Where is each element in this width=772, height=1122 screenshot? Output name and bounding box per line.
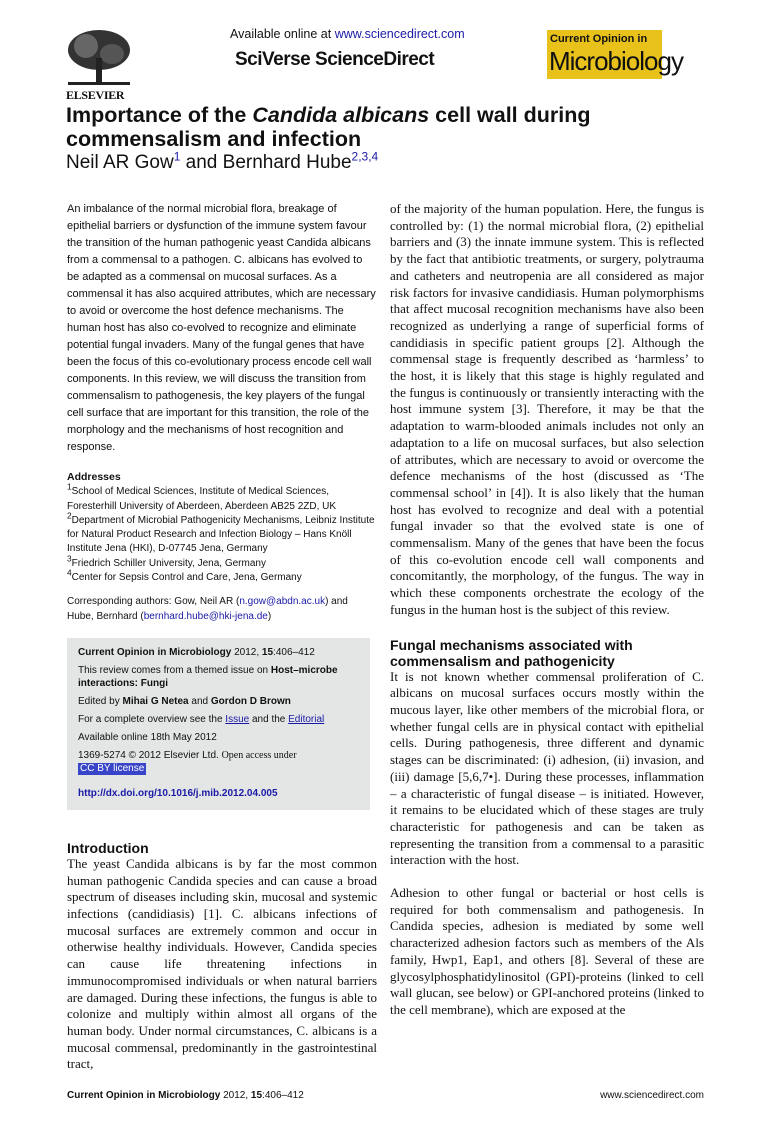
author-name: Neil AR Gow (66, 152, 174, 173)
footer-year: 2012, (220, 1090, 251, 1102)
address-text: Department of Microbial Pathogenicity Mechanisms, Leibniz Institute for Natural Product Research and Infection Biology – Hans Knöll Institute Jena (HKI), D-07745 Jena, Germany (67, 514, 375, 555)
address-text: Center for Sepsis Control and Care, Jena, Germany (71, 572, 302, 584)
journal-badge-line1: Current Opinion in (550, 33, 648, 45)
editorial-link[interactable]: Editorial (288, 713, 325, 725)
themed-issue (78, 664, 360, 690)
author-name: Bernhard Hube (222, 152, 352, 173)
address-text: School of Medical Sciences, Institute of Medical Sciences, Foresterhill University of Aberdeen, Aberdeen AB25 2ZD, UK (67, 486, 337, 512)
authors (66, 151, 706, 175)
footer-journal: Current Opinion in Microbiology (67, 1090, 221, 1102)
publisher-name: ELSEVIER (66, 88, 125, 102)
author-and: and (180, 152, 223, 173)
introduction-text: The yeast Candida albicans is by far the most common human pathogenic Candida species and can cause a broad spectrum of diseases including skin, mucosal and systemic infections (candidiasis) [1]. C. albicans infections of mucosal surfaces are extremely common and occur in otherwise healthy individuals. However, Candida species can cause life threatening infections in immunocompromised individuals or when natural barriers are damaged. During these infections, the fungus is able to colonize and multiply within almost all organs of the human body. Under normal circumstances, C. albicans is a mucosal commensal, predominantly in the gastrointestinal tract, (67, 855, 377, 1072)
open-access-label: Open access under (221, 749, 297, 761)
title-italic: Candida albicans (252, 103, 430, 127)
section-heading-fungal-mechanisms: Fungal mechanisms associated with commensalism and pathogenicity (390, 636, 633, 669)
available-date: Available online 18th May 2012 (78, 731, 217, 743)
address-item (67, 553, 377, 571)
available-label: Available online at (230, 27, 335, 41)
editor-name: Mihai G Netea (122, 695, 189, 707)
sciencedirect-link[interactable]: www.sciencedirect.com (334, 27, 465, 41)
author-affiliation[interactable]: 1 (173, 149, 181, 164)
overview-label: For a complete overview see the (78, 713, 226, 725)
author-affiliation[interactable]: 2,3,4 (351, 149, 379, 164)
address-number: 2 (67, 510, 72, 521)
available-online (230, 27, 465, 41)
journal-badge-line2: Microbiology (549, 46, 683, 76)
email-link[interactable]: bernhard.hube@hki-jena.de (143, 610, 268, 622)
addresses-heading: Addresses (67, 471, 121, 483)
copyright-text: 1369-5274 © 2012 Elsevier Ltd. (78, 749, 219, 761)
corresponding-authors (67, 595, 377, 624)
address-item (67, 510, 377, 557)
page-footer (67, 1089, 704, 1102)
two-column-body (0, 175, 772, 1073)
overview (78, 713, 360, 726)
pages: :406–412 (273, 646, 315, 658)
address-number: 3 (67, 553, 72, 564)
theme-name: Host–microbe interactions: Fungi (78, 664, 338, 689)
article-title (66, 103, 706, 151)
elsevier-tree-logo (66, 28, 132, 86)
email-link[interactable]: n.gow@abdn.ac.uk (239, 596, 326, 608)
title-part: Importance of the (66, 103, 253, 127)
doi-link[interactable]: http://dx.doi.org/10.1016/j.mib.2012.04.005 (78, 787, 278, 799)
article-info-box (67, 638, 370, 810)
edited-label: Edited by (78, 695, 123, 707)
address-item (67, 481, 377, 514)
right-column (390, 201, 704, 1019)
footer-volume: 15 (250, 1090, 263, 1102)
copyright (78, 749, 360, 775)
footer-pages: :406–412 (262, 1090, 304, 1102)
editors (78, 695, 360, 708)
body-paragraph: It is not known whether commensal proliferation of C. albicans on mucosal surfaces occurs mostly within the mucous layer, like other members of the microbial flora, or whether fungal cells are in physical contact with epithelial cells. During pathogenesis, three different and dynamic stages can be discriminated: (i) adhesion, (ii) invasion, and (iii) damage [5,6,7•]. During these processes, inflammation – a characteristic of fungal disease – is initiated. However, it remains to be elucidated which of these stages are truly characteristic for pathogenesis and can be taken as representing the transition from a commensal to a parasitic interaction with the host. (390, 668, 704, 868)
address-number: 1 (67, 481, 72, 492)
doi (78, 787, 360, 800)
left-column (67, 201, 377, 1073)
address-item (67, 567, 377, 585)
license-link[interactable]: CC BY license (80, 762, 145, 774)
themed-label: This review comes from a themed issue on (78, 664, 271, 676)
corr-text: ) (267, 610, 272, 622)
issue-link[interactable]: Issue (225, 713, 250, 725)
platform-name: SciVerse ScienceDirect (235, 49, 435, 70)
journal-name: Current Opinion in Microbiology (78, 646, 232, 658)
body-paragraph: of the majority of the human population. Here, the fungus is controlled by: (1) the normal microbial flora, (2) epithelial barriers and (3) the innate immune system. This is reflected by the fact that antibiotic treatments, or surgery, polytrauma and catheters and neutropenia are all considered as major risk factors for invasive candidiasis. Human polymorphisms that affect mucosal recognition mechanisms have also been recognized as underlying a range of superficial forms of candidiasis in specific patient groups [2]. Although the commensal stage is frequently described as ‘harmless’ to the host, it is likely that this stage is highly regulated and the fungus is continuously or transiently interacting with the host immune system [3]. Therefore, it may be that the adaptation to warm-blooded animals includes not only an adaptation to a life on mucosal surfaces, but also selection of attributes, which are necessary to avoid or overcome the defence mechanisms of the host (discussed as ‘The commensal school’ in [4]). It is also likely that the human host has evolved to recognize and deal with a potential fungal invader so that the evolved state is one of commensalism. Many of the genes that have been the focus of this co-evolution encode cell wall components and concomitantly, the morphology, of the fungus. The way in which these components orchestrate the ecology of the fungus in the human host is the subject of this review. (390, 201, 704, 617)
address-text: Friedrich Schiller University, Jena, Germany (71, 557, 266, 569)
corr-text: ) and Hube, Bernhard ( (67, 596, 348, 622)
year: 2012, (231, 646, 262, 658)
journal-citation (78, 646, 360, 659)
body-paragraph: Adhesion to other fungal or bacterial or host cells is required for both commensalism and pathogenesis. In Candida species, adhesion is mediated by some well characterized adhesion factors such as members of the Als family, Hwp1, Eap1, and others [8]. Several of these are glycosylphosphatidylinositol (GPI)-proteins (linked to cell wall glucan, see below) or GPI-anchored proteins (linked to the cell membrane), which are exposed at the (390, 885, 704, 1017)
addresses (67, 470, 377, 585)
section-heading-introduction: Introduction (67, 839, 149, 856)
footer-url: www.sciencedirect.com (600, 1090, 704, 1102)
journal-badge (547, 30, 683, 79)
and-label: and the (249, 713, 289, 725)
and-label: and (188, 695, 211, 707)
title-part: cell wall during commensalism and infection (66, 103, 591, 151)
editor-name: Gordon D Brown (210, 695, 291, 707)
address-number: 4 (67, 567, 72, 578)
corr-text: Corresponding authors: Gow, Neil AR ( (67, 596, 240, 608)
volume: 15 (261, 646, 274, 658)
abstract: An imbalance of the normal microbial flora, breakage of epithelial barriers or dysfunction of the immune system favour the transition of the human pathogenic yeast Candida albicans from a commensal to a pathogen. C. albicans has evolved to be adapted as a commensal on mucosal surfaces. As a commensal it has also acquired attributes, which are necessary to avoid or overcome the host defence mechanisms. The human host has also co-evolved to recognize and eliminate potential fungal invaders. Many of the fungal genes that have been the focus of this co-evolutionary process encode cell wall components. In this review, we will discuss the transition from commensalism to pathogenesis, the key players of the fungal cell surface that are important for this transition, the role of the morphology and the mechanisms of host recognition and response. (67, 203, 376, 453)
footer-citation (67, 1089, 304, 1102)
